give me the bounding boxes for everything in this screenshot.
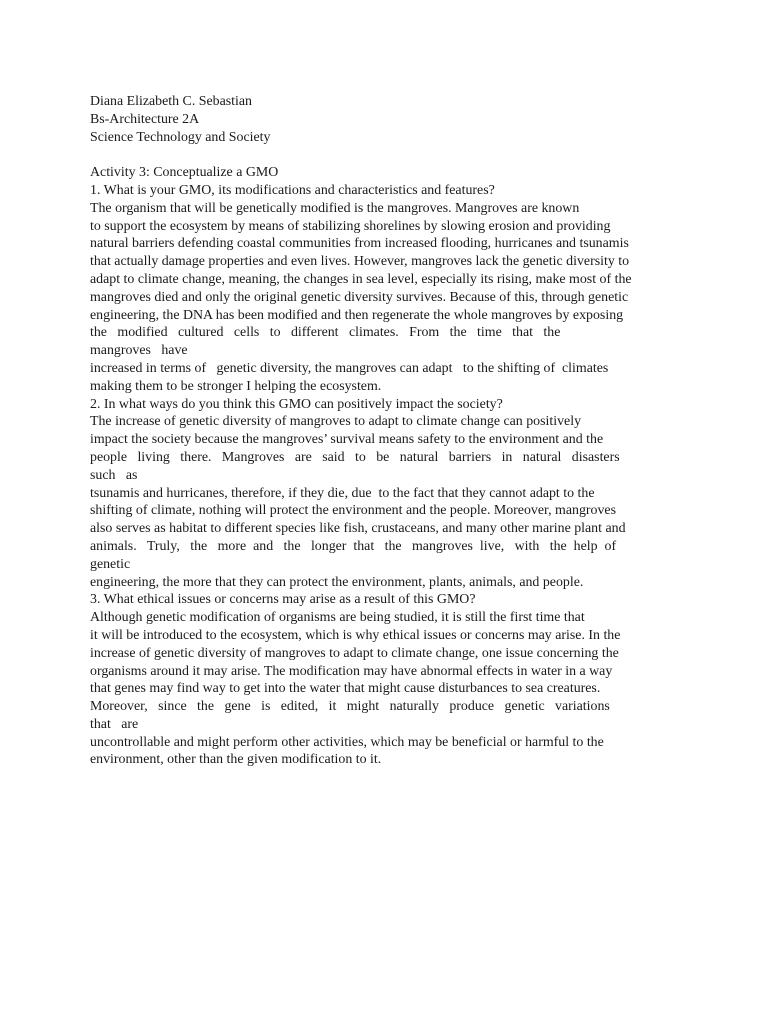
question-3: 3. What ethical issues or concerns may arise as a result of this GMO? — [90, 592, 476, 608]
answer-3-line: Although genetic modification of organisms are being studied, it is still the first time that — [90, 610, 585, 626]
answer-1-line: mangroves died and only the original genetic diversity survives. Because of this, through genetic — [90, 289, 629, 305]
answer-3-line: uncontrollable and might perform other activities, which may be beneficial or harmful to the — [90, 734, 604, 750]
answer-3-line: environment, other than the given modification to it. — [90, 752, 382, 768]
answer-1-line: engineering, the DNA has been modified and then regenerate the whole mangroves by exposing — [90, 307, 624, 323]
answer-2-line: such as — [90, 467, 138, 483]
subject-name: Science Technology and Society — [90, 129, 271, 145]
question-1: 1. What is your GMO, its modifications and characteristics and features? — [90, 182, 495, 198]
document-page — [90, 93, 682, 769]
answer-3-line: organisms around it may arise. The modification may have abnormal effects in water in a way — [90, 663, 613, 679]
answer-1-line: natural barriers defending coastal communities from increased flooding, hurricanes and tsunamis — [90, 236, 629, 252]
answer-1-line: to support the ecosystem by means of stabilizing shorelines by slowing erosion and providing — [90, 218, 611, 234]
question-2: 2. In what ways do you think this GMO can positively impact the society? — [90, 396, 503, 412]
answer-1-line: that actually damage properties and even lives. However, mangroves lack the genetic diversity to — [90, 254, 630, 270]
answer-2-line: also serves as habitat to different species like fish, crustaceans, and many other marine plant and — [90, 521, 626, 537]
activity-title: Activity 3: Conceptualize a GMO — [90, 165, 279, 181]
answer-1-line: the modified cultured cells to different climates. From the time that the — [90, 325, 561, 341]
answer-1-line: mangroves have — [90, 343, 188, 359]
answer-3-line: it will be introduced to the ecosystem, which is why ethical issues or concerns may arise. In the — [90, 627, 621, 643]
answer-3-line: Moreover, since the gene is edited, it might naturally produce genetic variations — [90, 699, 610, 715]
course-section: Bs-Architecture 2A — [90, 111, 200, 127]
answer-3-line: that are — [90, 716, 139, 732]
answer-2-line: impact the society because the mangroves’ survival means safety to the environment and the — [90, 432, 604, 448]
answer-2-line: animals. Truly, the more and the longer that the mangroves live, with the help of — [90, 538, 617, 554]
answer-1-line: The organism that will be genetically modified is the mangroves. Mangroves are known — [90, 200, 580, 216]
answer-2-line: tsunamis and hurricanes, therefore, if they die, due to the fact that they cannot adapt to the — [90, 485, 595, 501]
answer-2-line: genetic — [90, 556, 131, 572]
answer-3-line: increase of genetic diversity of mangroves to adapt to climate change, one issue concerning the — [90, 645, 619, 661]
answer-1-line: making them to be stronger I helping the ecosystem. — [90, 378, 382, 394]
answer-2-line: engineering, the more that they can protect the environment, plants, animals, and people. — [90, 574, 584, 590]
author-name: Diana Elizabeth C. Sebastian — [90, 94, 253, 109]
answer-2-line: The increase of genetic diversity of mangroves to adapt to climate change can positively — [90, 414, 582, 430]
answer-3-line: that genes may find way to get into the water that might cause disturbances to sea creatures. — [90, 681, 601, 697]
blank-line — [90, 146, 682, 164]
question-2-section — [90, 396, 682, 592]
answer-2-line: shifting of climate, nothing will protect the environment and the people. Moreover, mangroves — [90, 503, 616, 519]
question-3-section — [90, 591, 682, 769]
answer-1-line: increased in terms of genetic diversity, the mangroves can adapt to the shifting of climates — [90, 360, 609, 376]
answer-2-line: people living there. Mangroves are said to be natural barriers in natural disasters — [90, 449, 620, 465]
question-1-section — [90, 182, 682, 396]
answer-1-line: adapt to climate change, meaning, the changes in sea level, especially its rising, make most of the — [90, 271, 632, 287]
